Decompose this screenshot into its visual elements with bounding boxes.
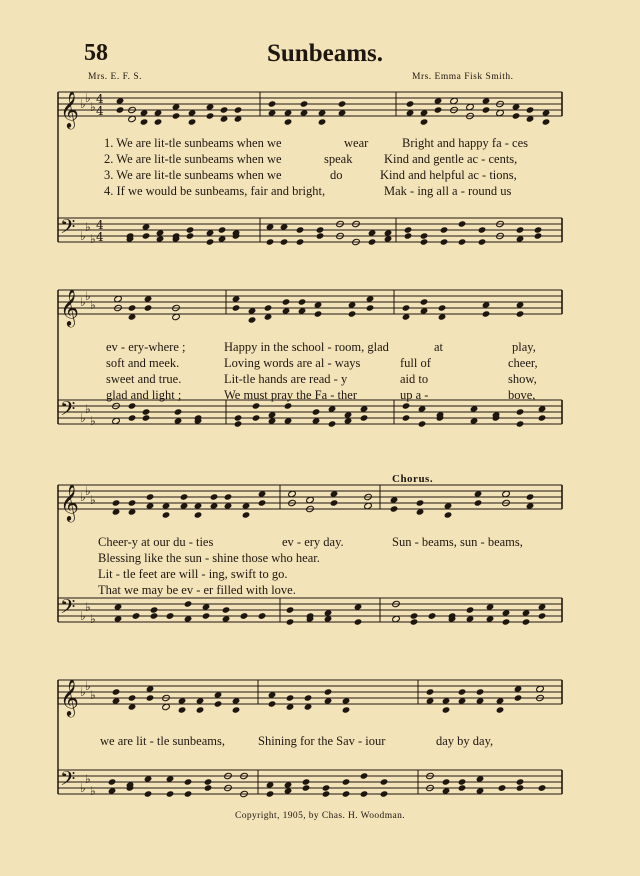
lyric-s2-l1-b: Happy in the school - room, glad [224,340,389,354]
note-head [312,408,321,415]
note-head [252,414,261,421]
note-head [444,511,453,518]
flat-icon: ♭ [80,411,86,425]
note-head [142,232,151,239]
note-head [314,310,323,317]
lyric-s2-l3-b: Lit-tle hands are read - y [224,372,348,386]
note-head [466,606,475,613]
note-head [482,106,491,113]
note-head [264,304,273,311]
note-head [420,232,429,239]
note-head [240,612,249,619]
note-head [322,790,331,797]
note-head [366,304,375,311]
note-head [140,118,149,125]
note-head [112,499,121,506]
note-head [438,304,447,311]
note-head [206,238,215,245]
note-head [538,784,547,791]
bass-clef-icon: 𝄢 [60,397,76,425]
page-number: 58 [84,40,108,66]
note-head [458,220,467,227]
note-head [218,226,227,233]
lyric-s2-l2-a: soft and meek. [106,356,180,370]
note-head [526,493,535,500]
note-head [280,238,289,245]
treble-clef-icon: 𝄞 [60,288,79,326]
note-head [248,316,257,323]
note-head [204,784,213,791]
note-head [404,232,413,239]
note-head [286,606,295,613]
flat-icon: ♭ [80,609,86,623]
note-head [178,706,187,713]
note-head [108,778,117,785]
flat-icon: ♭ [85,772,91,786]
note-head [380,778,389,785]
note-head [538,612,547,619]
note-head [428,612,437,619]
note-head [258,612,267,619]
note-head [258,499,267,506]
note-head [338,100,347,107]
flat-icon: ♭ [80,295,86,309]
note-head [410,612,419,619]
note-head [298,298,307,305]
note-head [184,778,193,785]
note-head [434,106,443,113]
flat-icon: ♭ [90,100,96,114]
lyric-s1-l1-c: Bright and happy fa - ces [402,136,529,150]
note-head [132,612,141,619]
note-head [144,304,153,311]
note-head [194,511,203,518]
note-head [420,238,429,245]
lyric-s1-l3-a: 3. We are lit-tle sunbeams when we [104,168,282,182]
lyric-s2-l3-a: sweet and true. [106,372,182,386]
note-head [232,706,241,713]
note-head [286,618,295,625]
note-head [128,414,137,421]
time-signature-top: 4 [96,218,104,232]
note-head [458,238,467,245]
note-head [420,298,429,305]
note-head [360,772,369,779]
note-head [330,499,339,506]
flat-icon: ♭ [85,289,91,303]
lyric-s4-l1-a: we are lit - tle sunbeams, [100,734,225,748]
note-head [174,408,183,415]
note-head [150,606,159,613]
note-head [410,618,419,625]
note-head [402,402,411,409]
note-head [128,304,137,311]
note-head [516,226,525,233]
flat-icon: ♭ [85,484,91,498]
note-head [328,420,337,427]
note-head [478,226,487,233]
note-head [282,298,291,305]
note-head [516,408,525,415]
note-head [402,414,411,421]
note-head [476,688,485,695]
note-head [318,118,327,125]
note-head [284,118,293,125]
note-head [404,226,413,233]
lyric-s3-l1-c: Sun - beams, sun - beams, [392,535,523,549]
note-head [128,402,137,409]
note-head [146,694,155,701]
note-head [206,112,215,119]
bass-clef-icon: 𝄢 [60,767,76,795]
note-head [442,778,451,785]
note-head [498,784,507,791]
lyric-s1-l3-b: do [330,168,343,182]
note-head [266,238,275,245]
lyric-s1-l3-c: Kind and helpful ac - tions, [380,168,517,182]
note-head [188,118,197,125]
lyric-s2-l3-d: show, [508,372,537,386]
note-head [186,226,195,233]
lyric-s3-l4: That we may be ev - er filled with love. [98,583,296,597]
note-head [234,414,243,421]
note-head [232,304,241,311]
flat-icon: ♭ [80,490,86,504]
note-head [474,499,483,506]
lyric-s3-l3: Lit - tle feet are will - ing, swift to go. [98,567,288,581]
note-head [166,790,175,797]
note-head [162,511,171,518]
bass-clef-icon: 𝄢 [60,595,76,623]
note-head [478,238,487,245]
flat-icon: ♭ [90,612,96,626]
note-head [324,688,333,695]
note-head [146,493,155,500]
flat-icon: ♭ [90,414,96,428]
note-head [304,694,313,701]
note-head [286,694,295,701]
note-head [390,505,399,512]
flat-icon: ♭ [80,97,86,111]
note-head [196,706,205,713]
lyric-s4-l1-b: Shining for the Sav - iour [258,734,386,748]
note-head [512,112,521,119]
flat-icon: ♭ [80,229,86,243]
note-head [502,618,511,625]
flat-icon: ♭ [85,91,91,105]
note-head [402,304,411,311]
note-head [154,118,163,125]
lyric-s1-l4-a: 4. If we would be sunbeams, fair and bright, [104,184,326,198]
flat-icon: ♭ [90,298,96,312]
flat-icon: ♭ [80,781,86,795]
hymn-title: Sunbeams. [266,40,383,67]
note-head [516,420,525,427]
note-head [184,790,193,797]
flat-icon: ♭ [85,220,91,234]
note-head [406,100,415,107]
note-head [496,706,505,713]
note-head [354,618,363,625]
lyric-s1-l2-c: Kind and gentle ac - cents, [384,152,518,166]
words-credit: Mrs. E. F. S. [88,72,143,82]
note-head [514,694,523,701]
lyric-s1-l2-a: 2. We are lit-tle sunbeams when we [104,152,282,166]
note-head [144,790,153,797]
note-head [150,612,159,619]
note-head [112,688,121,695]
note-head [128,694,137,701]
note-head [284,402,293,409]
note-head [242,511,251,518]
lyric-s2-l4-d: bove, [508,388,536,402]
note-head [220,106,229,113]
lyric-s2-l2-c: full of [400,356,431,370]
lyric-s2-l1-d: play, [512,340,536,354]
note-head [180,493,189,500]
flat-icon: ♭ [90,232,96,246]
music-credit: Mrs. Emma Fisk Smith. [412,72,514,82]
note-head [368,238,377,245]
note-head [516,310,525,317]
note-head [210,493,219,500]
note-head [426,688,435,695]
note-head [116,106,125,113]
note-head [142,414,151,421]
lyric-s1-l2-b: speak [324,152,353,166]
lyric-s2-l4-b: We must pray the Fa - ther [224,388,357,402]
time-signature-bottom: 4 [96,230,104,244]
note-head [268,700,277,707]
note-head [522,618,531,625]
note-head [214,700,223,707]
note-head [458,688,467,695]
bass-clef-icon: 𝄢 [60,215,76,243]
note-head [348,310,357,317]
note-head [418,420,427,427]
treble-clef-icon: 𝄞 [60,678,79,716]
note-head [142,408,151,415]
note-head [184,600,193,607]
note-head [322,784,331,791]
note-head [542,118,551,125]
lyric-s4-l1-c: day by day, [436,734,494,748]
note-head [316,226,325,233]
note-head [458,784,467,791]
lyric-s3-l1-a: Cheer-y at our du - ties [98,535,214,549]
note-head [252,402,261,409]
lyric-s3-l1-b: ev - ery day. [282,535,344,549]
note-head [440,226,449,233]
lyric-s2-l1-a: ev - ery-where ; [106,340,186,354]
note-head [224,493,233,500]
note-head [172,112,181,119]
note-head [166,612,175,619]
note-head [302,784,311,791]
note-head [420,118,429,125]
note-head [482,310,491,317]
treble-clef-icon: 𝄞 [60,483,79,521]
lyric-s1-l1-a: 1. We are lit-tle sunbeams when we [104,136,282,150]
note-head [296,238,305,245]
note-head [204,778,213,785]
flat-icon: ♭ [85,402,91,416]
note-head [234,420,243,427]
flat-icon: ♭ [80,685,86,699]
lyric-s1-l4-c: Mak - ing all a - round us [384,184,512,198]
chorus-label: Chorus. [392,473,434,485]
note-head [360,414,369,421]
note-head [440,238,449,245]
lyric-s2-l3-c: aid to [400,372,429,386]
treble-clef-icon: 𝄞 [60,90,79,128]
lyric-s2-l1-c: at [434,340,444,354]
note-head [538,414,547,421]
note-head [296,226,305,233]
lyric-s2-l4-c: up a - [400,388,429,402]
note-head [222,606,231,613]
time-signature-top: 4 [96,92,104,106]
note-head [516,784,525,791]
note-head [458,778,467,785]
note-head [534,226,543,233]
note-head [342,790,351,797]
copyright-footer: Copyright, 1905, by Chas. H. Woodman. [234,811,406,821]
note-head [202,612,211,619]
flat-icon: ♭ [90,784,96,798]
note-head [316,232,325,239]
lyric-s2-l2-d: cheer, [508,356,538,370]
flat-icon: ♭ [90,688,96,702]
flat-icon: ♭ [90,493,96,507]
note-head [300,100,309,107]
note-head [186,232,195,239]
lyric-s2-l2-b: Loving words are al - ways [224,356,361,370]
lyric-s2-l4-a: glad and light ; [106,388,182,402]
note-head [234,106,243,113]
note-head [266,790,275,797]
note-head [268,100,277,107]
note-head [416,499,425,506]
note-head [302,778,311,785]
note-head [442,706,451,713]
note-head [534,232,543,239]
note-head [342,706,351,713]
note-head [128,499,137,506]
note-head [380,790,389,797]
note-head [516,778,525,785]
lyric-s3-l2: Blessing like the sun - shine those who hear. [98,551,320,565]
note-head [342,778,351,785]
flat-icon: ♭ [85,679,91,693]
note-head [360,790,369,797]
lyric-s1-l1-b: wear [344,136,369,150]
time-signature-bottom: 4 [96,104,104,118]
flat-icon: ♭ [85,600,91,614]
note-head [526,106,535,113]
